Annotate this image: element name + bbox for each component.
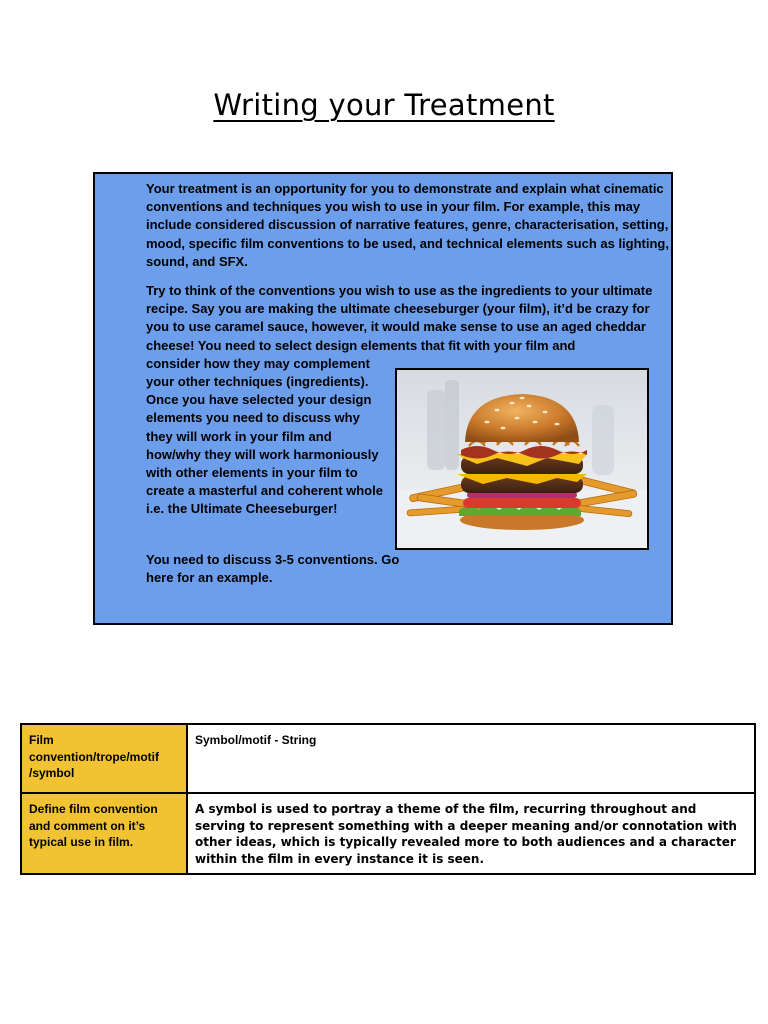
table-row [21,793,755,874]
table-row [21,724,755,793]
intro-paragraph-1: Your treatment is an opportunity for you to demonstrate and explain what cinematic conventions and techniques you wish to use in your film. For example, this may include considered discussion of narrative features, genre, characterisation, setting, mood, specific film conventions to be used, and technical elements such as lighting, sound, and SFX. [146,181,669,269]
row-label-definition: Define film convention and comment on it’s typical use in film. [21,793,187,874]
row-value-convention: Symbol/motif - String [187,724,755,793]
page-title: Writing your Treatment [213,88,555,122]
intro-paragraph-2-part-1: Try to think of the conventions you wish to use as the ingredients to your ultimate recipe. Say you are making the ultimate cheeseburger (your film), it’d be crazy for you to use caramel sauce, however, it would make sense to use an aged cheddar cheese! You need to select design elements that fit with your film and [146,283,653,353]
conventions-note: You need to discuss 3-5 conventions. Go here for an example. [146,552,400,586]
intro-paragraph-3 [146,551,406,587]
row-label-convention: Film convention/trope/motif /symbol [21,724,187,793]
convention-table [20,723,756,875]
row-value-definition: A symbol is used to portray a theme of the film, recurring throughout and serving to represent something with a deeper meaning and/or connotation with other ideas, which is typically revealed more to both audiences and a character within the film in every instance it is seen. [187,793,755,874]
cheeseburger-photo [395,368,649,550]
intro-paragraph-2 [146,282,670,355]
intro-paragraph-2-continued: consider how they may complement your other techniques (ingredients). Once you have selected your design elements you need to discuss why they will work in your film and how/why they will work harmoniously with other elements in your film to create a masterful and coherent whole i.e. the Ultimate Cheeseburger! [146,355,383,517]
